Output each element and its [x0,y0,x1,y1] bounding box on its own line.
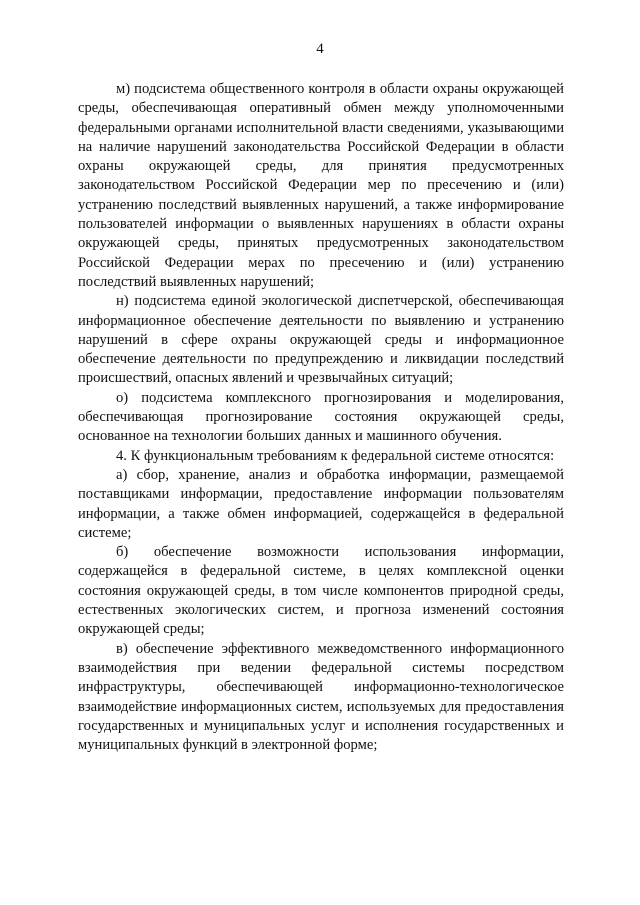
document-body [78,80,564,755]
paragraph-b-information-usage: б) обеспечение возможности использования информации, содержащейся в федеральной системе, в целях комплексной оценки состояния окружающей среды, в том числе компонентов природной среды, естественных экологических систем, и прогноза изменений состояния окружающей среды; [78,544,564,638]
paragraph-m-subsystem-public-control: м) подсистема общественного контроля в области охраны окружающей среды, обеспечивающая оперативный обмен между уполномоченными федеральными органами исполнительной власти сведениями, указывающими на наличие нарушений законодательства Российской Федерации в области охраны окружающей среды, для принятия предусмотренных законодательством Российской Федерации мер по пресечению и (или) устранению последствий выявленных нарушений, а также информирование пользователей информации о выявленных нарушениях в области охраны окружающей среды, принятых предусмотренных законодательством Российской Федерации мерах по пресечению и (или) устранению последствий выявленных нарушений; [78,81,564,290]
paragraph-4-functional-requirements: 4. К функциональным требованиям к федеральной системе относятся: [116,447,555,464]
paragraph-o-subsystem-forecasting: о) подсистема комплексного прогнозирования и моделирования, обеспечивающая прогнозирование состояния окружающей среды, основанное на технологии больших данных и машинного обучения. [78,389,564,445]
paragraph-n-subsystem-dispatch: н) подсистема единой экологической диспетчерской, обеспечивающая информационное обеспечение деятельности по выявлению и устранению нарушений в сфере охраны окружающей среды и информационное обеспечение деятельности по предупреждению и ликвидации последствий происшествий, опасных явлений и чрезвычайных ситуаций; [78,293,564,387]
paragraph-a-data-collection: а) сбор, хранение, анализ и обработка информации, размещаемой поставщиками информации, предоставление информации пользователям информации, а также обмен информацией, содержащейся в федеральной системе; [78,466,564,541]
page-number: 4 [316,41,324,57]
paragraph-v-interagency-interaction: в) обеспечение эффективного межведомственного информационного взаимодействия при ведении федеральной системы посредством инфраструктуры, обеспечивающей информационно-технологическое взаимодействие информационных систем, используемых для предоставления государственных и муниципальных услуг и исполнения государственных и муниципальных функций в электронной форме; [78,640,564,754]
